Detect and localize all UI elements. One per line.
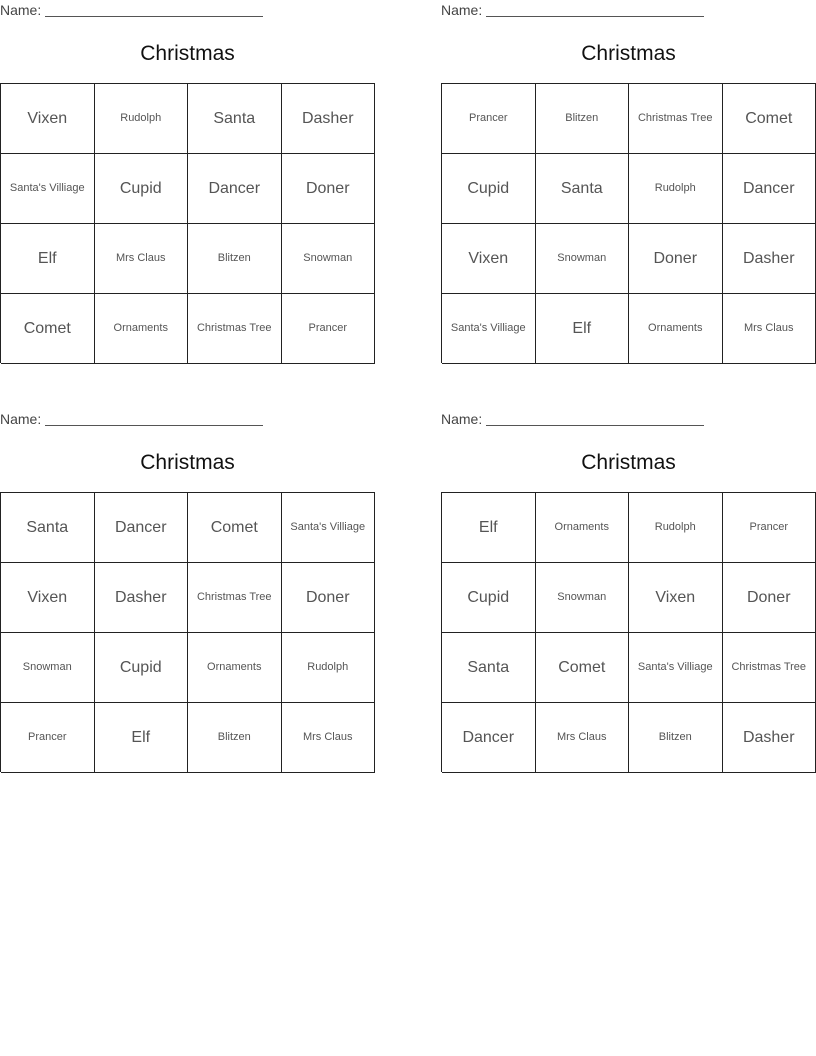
name-blank-line: [486, 411, 704, 426]
grid-row: [442, 294, 816, 364]
grid-cell: Comet: [1, 294, 95, 364]
grid-cell: Doner: [282, 563, 376, 633]
bingo-grid: [441, 492, 816, 772]
grid-cell: Christmas Tree: [723, 633, 816, 703]
grid-cell: Rudolph: [95, 84, 189, 154]
grid-cell: Dasher: [282, 84, 376, 154]
grid-cell: Santa's Villiage: [282, 493, 376, 563]
grid-cell: Blitzen: [188, 224, 282, 294]
grid-cell: Vixen: [629, 563, 723, 633]
grid-cell: Doner: [282, 154, 376, 224]
grid-cell: Snowman: [1, 633, 95, 703]
grid-row: [1, 154, 375, 224]
grid-cell: Mrs Claus: [282, 703, 376, 773]
grid-cell: Prancer: [442, 84, 536, 154]
grid-cell: Cupid: [95, 154, 189, 224]
grid-cell: Elf: [95, 703, 189, 773]
grid-cell: Santa: [536, 154, 630, 224]
grid-cell: Christmas Tree: [188, 563, 282, 633]
name-label: Name:: [0, 2, 42, 18]
grid-cell: Vixen: [1, 84, 95, 154]
grid-cell: Vixen: [1, 563, 95, 633]
grid-cell: Prancer: [1, 703, 95, 773]
grid-cell: Santa: [442, 633, 536, 703]
grid-cell: Comet: [723, 84, 816, 154]
grid-cell: Rudolph: [282, 633, 376, 703]
grid-row: [1, 224, 375, 294]
name-blank-line: [45, 2, 263, 17]
grid-row: [1, 84, 375, 154]
grid-row: [1, 294, 375, 364]
grid-cell: Dancer: [723, 154, 816, 224]
grid-cell: Blitzen: [536, 84, 630, 154]
grid-cell: Comet: [188, 493, 282, 563]
grid-cell: Doner: [629, 224, 723, 294]
grid-cell: Ornaments: [95, 294, 189, 364]
grid-cell: Mrs Claus: [536, 703, 630, 773]
grid-cell: Ornaments: [188, 633, 282, 703]
grid-cell: Christmas Tree: [188, 294, 282, 364]
grid-row: [442, 633, 816, 703]
grid-cell: Cupid: [442, 563, 536, 633]
grid-cell: Santa: [188, 84, 282, 154]
grid-row: [442, 224, 816, 294]
grid-cell: Christmas Tree: [629, 84, 723, 154]
grid-cell: Dancer: [95, 493, 189, 563]
name-blank-line: [486, 2, 704, 17]
grid-row: [442, 563, 816, 633]
grid-row: [442, 84, 816, 154]
grid-cell: Vixen: [442, 224, 536, 294]
bingo-grid: [0, 492, 375, 772]
grid-cell: Santa's Villiage: [629, 633, 723, 703]
grid-cell: Snowman: [536, 563, 630, 633]
card-title: Christmas: [581, 42, 676, 65]
card-title: Christmas: [140, 451, 235, 474]
grid-row: [1, 563, 375, 633]
grid-row: [1, 493, 375, 563]
grid-row: [442, 154, 816, 224]
grid-cell: Dancer: [442, 703, 536, 773]
grid-cell: Rudolph: [629, 493, 723, 563]
grid-cell: Blitzen: [188, 703, 282, 773]
card-title: Christmas: [140, 42, 235, 65]
grid-cell: Ornaments: [629, 294, 723, 364]
grid-cell: Ornaments: [536, 493, 630, 563]
grid-cell: Snowman: [536, 224, 630, 294]
bingo-grid: [441, 83, 816, 363]
bingo-grid: [0, 83, 375, 363]
name-blank-line: [45, 411, 263, 426]
grid-row: [442, 493, 816, 563]
grid-cell: Comet: [536, 633, 630, 703]
grid-cell: Prancer: [282, 294, 376, 364]
name-label: Name:: [0, 411, 42, 427]
name-field: [0, 2, 270, 18]
grid-cell: Mrs Claus: [95, 224, 189, 294]
name-label: Name:: [441, 411, 483, 427]
grid-cell: Elf: [1, 224, 95, 294]
grid-cell: Blitzen: [629, 703, 723, 773]
grid-cell: Elf: [442, 493, 536, 563]
name-field: [0, 411, 270, 427]
grid-row: [442, 703, 816, 773]
grid-row: [1, 703, 375, 773]
grid-cell: Elf: [536, 294, 630, 364]
grid-row: [1, 633, 375, 703]
grid-cell: Dasher: [723, 703, 816, 773]
grid-cell: Cupid: [95, 633, 189, 703]
name-label: Name:: [441, 2, 483, 18]
grid-cell: Rudolph: [629, 154, 723, 224]
grid-cell: Santa's Villiage: [1, 154, 95, 224]
grid-cell: Prancer: [723, 493, 816, 563]
grid-cell: Santa: [1, 493, 95, 563]
grid-cell: Dasher: [723, 224, 816, 294]
grid-cell: Dancer: [188, 154, 282, 224]
name-field: [441, 411, 711, 427]
grid-cell: Dasher: [95, 563, 189, 633]
card-title: Christmas: [581, 451, 676, 474]
grid-cell: Santa's Villiage: [442, 294, 536, 364]
grid-cell: Snowman: [282, 224, 376, 294]
name-field: [441, 2, 711, 18]
grid-cell: Cupid: [442, 154, 536, 224]
grid-cell: Doner: [723, 563, 816, 633]
grid-cell: Mrs Claus: [723, 294, 816, 364]
